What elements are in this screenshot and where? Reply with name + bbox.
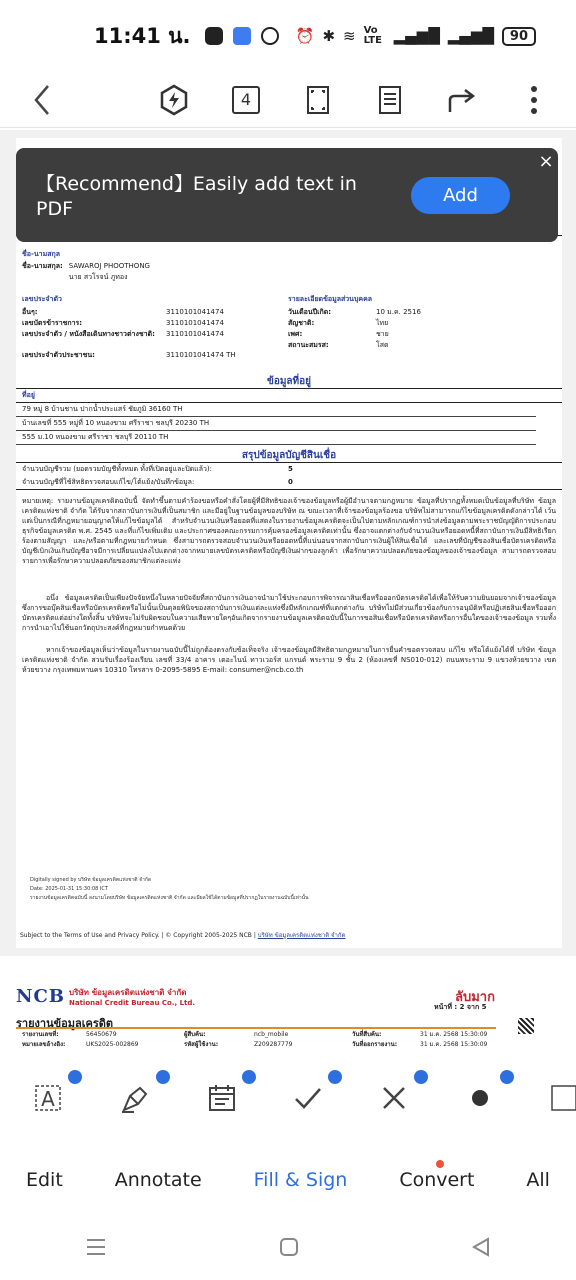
footer-link[interactable]: บริษัท ข้อมูลเครดิตแห่งชาติ จำกัด [257, 932, 346, 939]
reader-mode-icon[interactable] [370, 80, 410, 120]
top-toolbar [0, 72, 576, 128]
home-icon[interactable] [278, 1236, 300, 1264]
company-name-en: National Credit Bureau Co., Ltd. [69, 999, 196, 1007]
tab-annotate[interactable]: Annotate [114, 1169, 202, 1191]
svg-text:A: A [41, 1087, 55, 1111]
qr-code [518, 1018, 534, 1034]
recommend-banner [16, 148, 558, 242]
text-box-tool[interactable] [28, 1078, 68, 1118]
status-bar [0, 0, 576, 72]
personal-value: 10 ม.ค. 2516 [376, 308, 421, 316]
personal-row [288, 341, 548, 350]
banner-add-button[interactable]: Add [411, 177, 510, 214]
signature-line: รายงานข้อมูลเครดิตฉบับนี้ ลงนามโดยบริษัท ข้อมูลเครดิตแห่งชาติ จำกัด และมีผลใช้ได้ตามข้อมูลที่ปรากฏในรายงานฉบับนี้เท่านั้น [30, 895, 309, 901]
meta-value: 31 ม.ค. 2568 15:30:09 [420, 1031, 488, 1038]
banner-text: 【Recommend】Easily add text in PDF [36, 173, 357, 220]
address-section [16, 377, 562, 445]
recents-icon[interactable] [85, 1237, 107, 1263]
name-label: ชื่อ-นามสกุล: [22, 262, 63, 270]
personal-label: เพศ: [288, 330, 303, 338]
pdf-page-1 [16, 138, 562, 948]
disclaimer-paragraph: อนึ่ง ข้อมูลเครดิตเป็นเพียงปัจจัยหนึ่งในหลายปัจจัยที่สถาบันการเงินอาจนำมาใช้ประกอบการพิจารณาสินเชื่อหรือออกบัตรเครดิตได้เพื่อให้รับความยินยอมจากเจ้าของข้อมูล ซึ่งการขอบุ๊คสินเชื่อหรือบัตรเครดิตหรือไม่นั้นเป็นดุลยพินิจของสถาบันการเงินแต่ละแห่งซึ่งมีหลักเกณฑ์ที่แตกต่างกัน บริษัทไม่มีส่วนเกี่ยวข้องกับการอนุมัติหรือปฏิเสธสินเชื่อหรือออกบัตรเครดิตแต่อย่างใดทั้งสิ้น บริษัทจะไม่รับผิดชอบในความเสียหายใดๆอันเกิดจากรายงานข้อมูลเครดิตฉบับนี้ในการขอสินเชื่อหรือบัตรเครดิตหรือการอื่นใดของเจ้าของข้อมูล รวมทั้ง การนำเอาไปใช้นอกวัตถุประสงค์ที่กฎหมายกำหนดด้วย [22, 594, 556, 632]
personal-row [288, 330, 548, 339]
name-row [22, 262, 150, 282]
personal-section [288, 295, 548, 350]
divider [16, 489, 562, 490]
tab-edit[interactable]: Edit [25, 1169, 63, 1191]
page-count-button[interactable] [226, 80, 266, 120]
cross-tool[interactable] [374, 1078, 414, 1118]
personal-value: ชาย [376, 330, 389, 338]
footer [20, 931, 345, 940]
name-heading: ชื่อ-นามสกุล [22, 250, 60, 258]
summary-label: จำนวนบัญชีที่ใช้สิทธิตรวจสอบแก้ไข/โต้แย้ง/บันทึกข้อมูล: [22, 478, 195, 486]
meta-value: UKS2025-002869 [86, 1041, 139, 1048]
date-tool[interactable] [202, 1078, 242, 1118]
id-label: เลขประจำตัว / หนังสือเดินทางชาวต่างชาติ: [22, 330, 155, 338]
personal-heading: รายละเอียดข้อมูลส่วนบุคคล [288, 295, 373, 303]
meta-label: ผู้สืบค้น: [184, 1031, 206, 1038]
address-line: 79 หมู่ 8 บ้านชาน ปากน้ำประแสร์ ชัยภูมิ 36160 TH [16, 403, 536, 417]
personal-label: สถานะสมรส: [288, 341, 329, 349]
summary-value: 0 [288, 478, 293, 486]
personal-label: วันเดือนปีเกิด: [288, 308, 332, 316]
checkmark-tool[interactable] [288, 1078, 328, 1118]
pdf-viewer[interactable] [0, 130, 576, 1130]
personal-value: ไทย [376, 319, 389, 327]
ncb-company [69, 986, 195, 1007]
ai-badge-icon [156, 1070, 170, 1084]
id-label: เลขบัตรข้าราชการ: [22, 319, 83, 327]
ai-badge-icon [242, 1070, 256, 1084]
meta-value: 56450679 [86, 1031, 117, 1038]
id-label: อื่นๆ: [22, 308, 38, 316]
battery-indicator: 90 [502, 27, 536, 46]
name-en: SAWAROJ PHOOTHONG [68, 262, 150, 270]
more-options-icon[interactable] [514, 80, 554, 120]
footer-text: Subject to the Terms of Use and Privacy Policy. | © Copyright 2005-2025 NCB | [20, 932, 256, 939]
page-count: 4 [232, 86, 260, 114]
address-line: บ้านเลขที่ 555 หมู่ที่ 10 หนองขาม ศรีราชา ชลบุรี 20230 TH [16, 417, 536, 431]
wifi-icon: ≋ [343, 27, 356, 45]
id-value: 3110101041474 TH [166, 351, 236, 359]
personal-row [288, 319, 548, 328]
bluetooth-icon: ✱ [322, 27, 336, 45]
ai-badge-icon [68, 1070, 82, 1084]
notification-dot [436, 1160, 444, 1168]
meta-label: หมายเลขอ้างอิง: [22, 1041, 66, 1048]
summary-value: 5 [288, 465, 293, 473]
divider [16, 1027, 496, 1029]
personal-value: โสด [376, 341, 389, 349]
summary-row [16, 463, 562, 476]
signal-icon-2: ▂▄▆█ [447, 27, 494, 45]
signal-icon: ▂▄▆█ [393, 27, 440, 45]
fullscreen-icon[interactable] [298, 80, 338, 120]
meta-value: Z209287779 [254, 1041, 293, 1048]
summary-section [16, 451, 562, 490]
company-name-th: บริษัท ข้อมูลเครดิตแห่งชาติ จำกัด [69, 988, 187, 997]
name-th: นาย สวโรจน์ ภูทอง [68, 273, 128, 281]
name-values [69, 262, 150, 282]
confidential-label: ลับมาก [455, 990, 495, 1005]
id-row [22, 351, 292, 360]
report-title: รายงานข้อมูลเครดิต [16, 1017, 114, 1030]
personal-label: สัญชาติ: [288, 319, 315, 327]
lte-label: Vo LTE [363, 25, 382, 46]
address-line: 555 ม.10 หนองขาม ศรีราชา ชลบุรี 20110 TH [16, 431, 536, 445]
fill-sign-toolbar [0, 1048, 576, 1138]
address-title: ข้อมูลที่อยู่ [266, 376, 312, 387]
pinwheel-icon [261, 27, 279, 45]
meta-label: วันที่สืบค้น: [352, 1031, 382, 1038]
meta-label: วันที่ออกรายงาน: [352, 1041, 398, 1048]
meta-label: รหัสผู้ใช้งาน: [184, 1041, 219, 1048]
back-nav-icon[interactable] [471, 1236, 491, 1264]
id-heading: เลขประจำตัว [22, 295, 62, 303]
close-icon[interactable]: × [538, 150, 554, 172]
id-row [22, 319, 292, 328]
app-icon [233, 27, 251, 45]
signature-line: Date: 2025-01-31 15:30:08 ICT [30, 886, 108, 892]
ai-badge-icon [414, 1070, 428, 1084]
back-icon[interactable] [22, 80, 62, 120]
ncb-logo-block [16, 986, 195, 1007]
contact-paragraph: หากเจ้าของข้อมูลเห็นว่าข้อมูลในรายงานฉบับนี้ไม่ถูกต้องตรงกับข้อเท็จจริง เจ้าของข้อมูลมีสิทธิตามกฎหมายในการยื่นคำขอตรวจสอบ แก้ไข หรือโต้แย้งได้ที่ บริษัท ข้อมูลเครดิตแห่งชาติ จำกัด สวนรับเรื่องร้องเรียน เลขที่ 33/4 อาคาร เดอะไนน์ ทาวเวอร์ส แกรนด์ พระราม 9 ชั้น 2 (ห้องเลขที่ NS010-012) ถนนพระราม 9 แขวงห้วยขวาง เขตห้วยขวาง กรุงเทพมหานคร 10310 โทรสาร 0-2095-5895 E-mail: consumer@ncb.co.th [22, 646, 556, 674]
ai-bolt-icon[interactable] [154, 80, 194, 120]
summary-row [16, 476, 562, 489]
ai-badge-icon [500, 1070, 514, 1084]
divider [16, 388, 562, 389]
tab-fill-sign[interactable]: Fill & Sign [253, 1169, 348, 1191]
ncb-logo: NCB [16, 986, 65, 1007]
personal-row [288, 308, 548, 317]
report-meta [22, 1030, 502, 1050]
page-number: หน้าที่ : 2 จาก 5 [434, 1003, 487, 1011]
alarm-icon: ⏰ [295, 27, 315, 45]
notification-icons [205, 27, 279, 45]
address-heading: ที่อยู่ [22, 391, 35, 399]
more-tool[interactable] [548, 1078, 576, 1118]
id-value: 3110101041474 [166, 319, 224, 327]
bottom-nav [0, 1140, 576, 1220]
id-label: เลขประจำตัวประชาชน: [22, 351, 95, 359]
meta-value: ncb_mobile [254, 1031, 289, 1038]
share-icon[interactable] [442, 80, 482, 120]
id-row [22, 308, 292, 317]
signature-line: Digitally signed by บริษัท ข้อมูลเครดิตแห่งชาติ จำกัด [30, 877, 152, 883]
tiktok-icon [205, 27, 223, 45]
dot-tool[interactable] [460, 1078, 500, 1118]
id-row [22, 330, 292, 339]
ai-badge-icon [328, 1070, 342, 1084]
signature-tool[interactable] [116, 1078, 156, 1118]
tab-convert[interactable]: Convert [399, 1169, 475, 1191]
summary-title: สรุปข้อมูลบัญชีสินเชื่อ [241, 450, 337, 461]
status-time: 11:41 น. [94, 23, 191, 48]
meta-value: 31 ม.ค. 2568 15:30:09 [420, 1041, 488, 1048]
summary-label: จำนวนบัญชีรวม (ยอดรวมบัญชีทั้งหมด ทั้งที่เปิดอยู่และปิดแล้ว): [22, 465, 213, 473]
id-value: 3110101041474 [166, 308, 224, 316]
meta-label: รายงานเลขที่: [22, 1031, 59, 1038]
tab-all[interactable]: All [526, 1169, 550, 1191]
id-section [22, 295, 292, 360]
system-nav [0, 1220, 576, 1280]
id-value: 3110101041474 [166, 330, 224, 338]
digital-signature [30, 876, 309, 903]
remark-paragraph: หมายเหตุ: รายงานข้อมูลเครดิตฉบับนี้ จัดทำขึ้นตามคำร้องขอหรือคำสั่งโดยผู้ที่มีสิทธิของเจ้าของข้อมูลหรือผู้มีอำนาจตามกฎหมาย ข้อมูลที่ปรากฏทั้งหมดเป็นข้อมูลที่บริษัท ข้อมูลเครดิตแห่งชาติ จำกัด ได้รับจากสถาบันการเงินที่เป็นสมาชิก และมีอยู่ในฐานข้อมูลของบริษัท ณ ขณะเวลาที่เจ้าของข้อมูลร้องขอ บริษัทไม่สามารถแก้ไขข้อมูลเครดิตดังกล่าวได้ เว้นแต่เป็นกรณีที่กฎหมายอนุญาตให้แก้ไขข้อมูลได้ สำหรับจำนวนเงินหรือยอดที่แสดงในรายงานข้อมูลเครดิตจะเป็นไปตามหลักเกณฑ์การนำส่งข้อมูลตามพระราชบัญญัติการประกอบธุรกิจข้อมูลเครดิต พ.ศ. 2545 และที่แก้ไขเพิ่มเติม และประกาศของคณะกรรมการคุ้มครองข้อมูลเครดิตเท่านั้น ซึ่งอาจแตกต่างกับจำนวนเงินหรือยอดหนี้ที่สถาบันการเงินมีสิทธิเรียกร้องตามสัญญา และ/หรือตามที่กฎหมายกำหนด ซึ่งสามารถตรวจสอบจำนวนเงินหรือยอดหนี้ที่แน่นอนจากสถาบันการเงินผู้ให้สินเชื่อได้ และเลขที่บัญชีของสินเชื่อบัตรเครดิตหรือบัญชีเบิกเงินเกินบัญชีอาจมีการเปลี่ยนแปลงไปแตกต่างจากหมายเลขบัตรเครดิตหรือบัญชีเงินฝากของลูกค้า เพื่อรักษาความปลอดภัยของข้อมูลของเจ้าของข้อมูล สามารถตรวจสอบรายการเพื่อรักษาความปลอดภัยของสมาชิกแต่ละแห่ง [22, 497, 556, 565]
